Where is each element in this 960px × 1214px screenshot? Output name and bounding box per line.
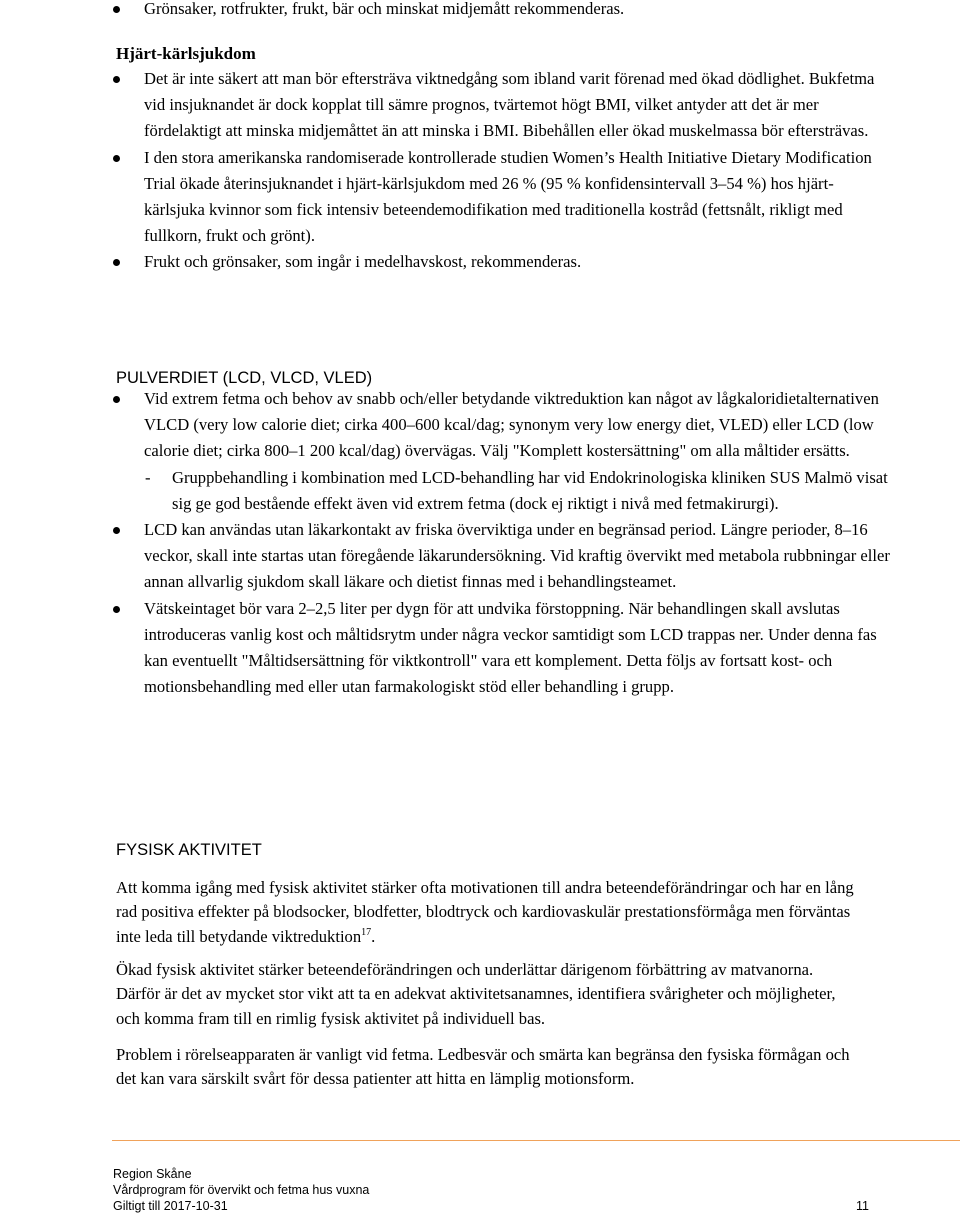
sub-list-item [0, 465, 960, 517]
list-item [0, 145, 960, 250]
list-item [0, 249, 960, 275]
list-item [0, 0, 960, 22]
bullet-icon [113, 76, 120, 83]
top-bullet-list [0, 0, 960, 22]
physical-activity-section-title: FYSISK AKTIVITET [116, 841, 262, 859]
bullet-icon [113, 259, 120, 266]
bullet-icon [113, 6, 120, 13]
paragraph: Problem i rörelseapparaten är vanligt vid fetma. Ledbesvär och smärta kan begränsa den fysiska förmågan och det kan vara särskilt svårt för dessa patienter att hitta en lämplig motionsform. [116, 1045, 850, 1089]
list-item [0, 517, 960, 596]
paragraph [116, 876, 856, 949]
list-item-text: Frukt och grönsaker, som ingår i medelhavskost, rekommenderas. [144, 252, 582, 272]
dash-marker: - [145, 467, 151, 487]
footer-organization: Region Skåne [113, 1167, 192, 1181]
paragraph-end: . [371, 926, 376, 946]
pulverdiet-bullet-list [0, 386, 960, 700]
bullet-icon [113, 396, 120, 403]
heart-disease-heading: Hjärt-kärlsjukdom [116, 44, 256, 63]
list-item [0, 596, 960, 701]
list-item-text: Grönsaker, rotfrukter, frukt, bär och minskat midjemått rekommenderas. [144, 0, 625, 18]
footer-document-title: Vårdprogram för övervikt och fetma hus vuxna [113, 1183, 370, 1197]
paragraph: Ökad fysisk aktivitet stärker beteendeförändringen och underlättar därigenom förbättring av matvanorna. Därför är det av mycket stor vikt att ta en adekvat aktivitetsanamnes, identifiera svårigheter och möjligheter, och komma fram till en rimlig fysisk aktivitet på individuell bas. [116, 960, 836, 1028]
reference-number: 17 [361, 926, 372, 938]
list-item-text: Vid extrem fetma och behov av snabb och/eller betydande viktreduktion kan något av lågkaloridietalternativen VLCD (very low calorie diet; cirka 400–600 kcal/dag; synonym very low energy diet, VLED) eller LCD (low calorie diet; cirka 800–1 200 kcal/dag) övervägas. Välj "Komplett kostersättning" om alla måltider ersätts. [144, 389, 879, 461]
footer-divider [112, 1140, 960, 1141]
sub-list-item-text: Gruppbehandling i kombination med LCD-behandling har vid Endokrinologiska kliniken SUS Malmö visat sig ge god bestående effekt även vid extrem fetma (dock ej riktigt i nivå med fetmakirurgi). [172, 467, 888, 513]
page-number: 11 [856, 1199, 869, 1213]
list-item-text: LCD kan användas utan läkarkontakt av friska överviktiga under en begränsad period. Längre perioder, 8–16 veckor, skall inte startas utan föregående läkarundersökning. Vid kraftig övervikt med metabola rubbningar eller annan allvarlig sjukdom skall läkare och dietist finnas med i behandlingsteamet. [144, 520, 890, 592]
pulverdiet-section-title: PULVERDIET (LCD, VLCD, VLED) [116, 369, 373, 387]
bullet-icon [113, 155, 120, 162]
list-item-text: Det är inte säkert att man bör eftersträva viktnedgång som ibland varit förenad med ökad dödlighet. Bukfetma vid insjuknandet är dock kopplat till sämre prognos, tvärtemot högt BMI, vilket antyder att det är mer fördelaktigt att minska midjemåttet än att minska i BMI. Bibehållen eller ökad muskelmassa bör eftersträvas. [144, 69, 875, 141]
paragraph-text: Att komma igång med fysisk aktivitet stärker ofta motivationen till andra beteendeförändringar och har en lång rad positiva effekter på blodsocker, blodfetter, blodtryck och kardiovaskulär prestationsförmåga men förväntas inte leda till betydande viktreduktion [116, 878, 854, 946]
heart-bullet-list [0, 66, 960, 276]
list-item [0, 386, 960, 465]
bullet-icon [113, 527, 120, 534]
footer [113, 1166, 369, 1214]
list-item-text: Vätskeintaget bör vara 2–2,5 liter per dygn för att undvika förstoppning. När behandlingen skall avslutas introduceras vanlig kost och måltidsrytm under några veckor samtidigt som LCD trappas ner. Under denna fas kan eventuellt "Måltidsersättning för viktkontroll" vara ett komplement. Detta följs av fortsatt kost- och motionsbehandling med eller utan farmakologiskt stöd eller behandling i grupp. [144, 598, 877, 697]
footer-valid-until: Giltigt till 2017-10-31 [113, 1199, 228, 1213]
list-item-text: I den stora amerikanska randomiserade kontrollerade studien Women’s Health Initiative Dietary Modification Trial ökade återinsjuknandet i hjärt-kärlsjukdom med 26 % (95 % konfidensintervall 3–54 %) hos hjärt-kärlsjuka kvinnor som fick intensiv beteendemodifikation med traditionella kostråd (fettsnålt, rikligt med fullkorn, frukt och grönt). [144, 147, 872, 246]
list-item [0, 66, 960, 145]
bullet-icon [113, 606, 120, 613]
